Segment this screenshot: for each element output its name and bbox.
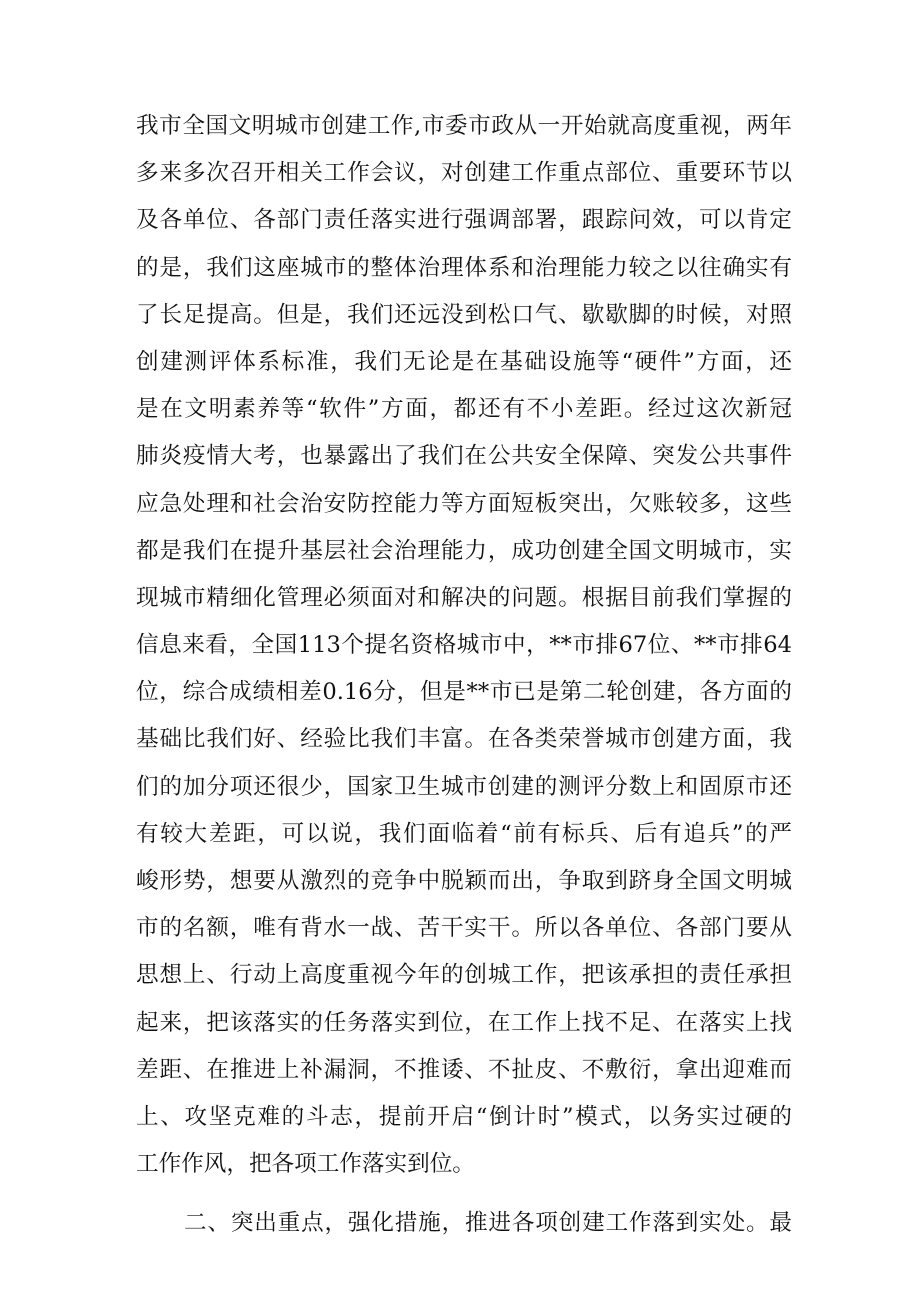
paragraph-line: 们的加分项还很少，国家卫生城市创建的测评分数上和固原市还 — [136, 773, 792, 800]
section-heading-line: 二、突出重点，强化措施，推进各项创建工作落到实处。最 — [184, 1210, 792, 1237]
paragraph-line: 有较大差距，可以说，我们面临着“前有标兵、后有追兵”的严 — [136, 820, 792, 847]
paragraph-line: 信息来看，全国113个提名资格城市中，**市排67位、**市排64 — [136, 632, 792, 659]
paragraph-line: 起来，把该落实的任务落实到位，在工作上找不足、在落实上找 — [136, 1009, 792, 1036]
paragraph-line: 的是，我们这座城市的整体治理体系和治理能力较之以往确实有 — [136, 254, 792, 281]
paragraph-line: 工作作风，把各项工作落实到位。 — [136, 1151, 475, 1178]
paragraph-line: 是在文明素养等“软件”方面，都还有不小差距。经过这次新冠 — [136, 396, 792, 423]
paragraph-line: 多来多次召开相关工作会议，对创建工作重点部位、重要环节以 — [136, 160, 792, 187]
paragraph-line: 都是我们在提升基层社会治理能力，成功创建全国文明城市，实 — [136, 537, 792, 564]
paragraph-line: 肺炎疫情大考，也暴露出了我们在公共安全保障、突发公共事件 — [136, 443, 792, 470]
paragraph-line: 应急处理和社会治安防控能力等方面短板突出，欠账较多，这些 — [136, 490, 792, 517]
paragraph-line: 基础比我们好、经验比我们丰富。在各类荣誉城市创建方面，我 — [136, 726, 792, 753]
paragraph-line: 我市全国文明城市创建工作,市委市政从一开始就高度重视，两年 — [136, 113, 792, 139]
paragraph-line: 上、攻坚克难的斗志，提前开启“倒计时”模式，以务实过硬的 — [136, 1103, 792, 1130]
paragraph-2 — [136, 1200, 792, 1247]
paragraph-line: 现城市精细化管理必须面对和解决的问题。根据目前我们掌握的 — [136, 584, 792, 611]
paragraph-line: 市的名额，唯有背水一战、苦干实干。所以各单位、各部门要从 — [136, 915, 792, 942]
document-body — [136, 103, 792, 1248]
paragraph-line: 及各单位、各部门责任落实进行强调部署，跟踪问效，可以肯定 — [136, 207, 792, 234]
paragraph-line: 峻形势，想要从激烈的竞争中脱颖而出，争取到跻身全国文明城 — [136, 868, 792, 894]
paragraph-line: 了长足提高。但是，我们还远没到松口气、歇歇脚的时候，对照 — [136, 301, 792, 328]
paragraph-1 — [136, 103, 792, 1188]
paragraph-line: 创建测评体系标准，我们无论是在基础设施等“硬件”方面，还 — [136, 348, 792, 375]
paragraph-line: 差距、在推进上补漏洞，不推诿、不扯皮、不敷衍，拿出迎难而 — [136, 1056, 792, 1083]
paragraph-line: 位，综合成绩相差0.16分，但是**市已是第二轮创建，各方面的 — [136, 679, 792, 706]
paragraph-line: 思想上、行动上高度重视今年的创城工作，把该承担的责任承担 — [136, 962, 792, 989]
paragraph-gap — [136, 1188, 792, 1200]
